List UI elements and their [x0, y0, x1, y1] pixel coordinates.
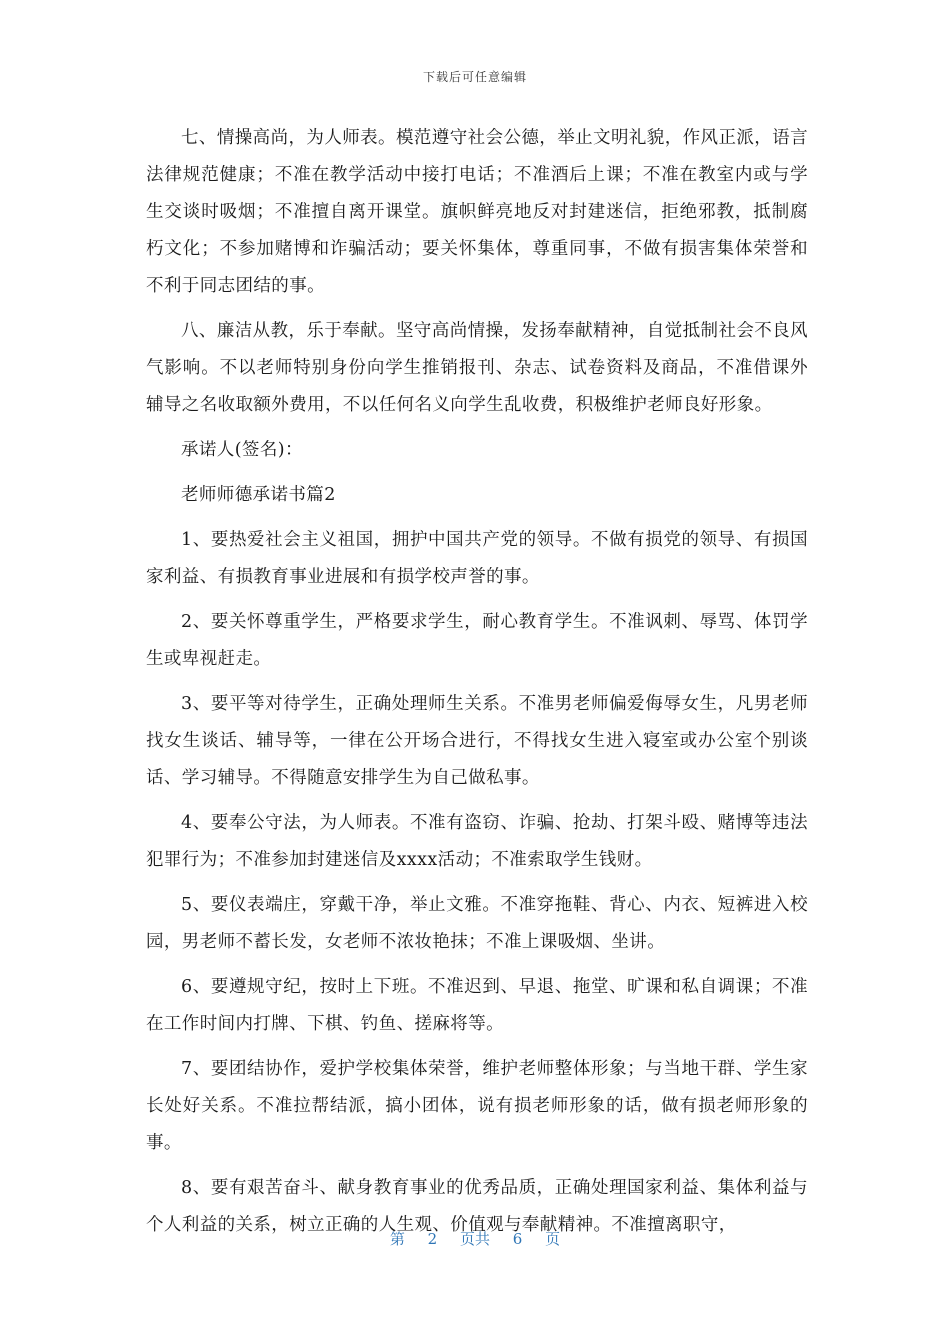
paragraph-7: 七、情操高尚，为人师表。模范遵守社会公德，举止文明礼貌，作风正派，语言法律规范健康；不准在教学活动中接打电话；不准酒后上课；不准在教室内或与学生交谈时吸烟；不准擅自离开课堂。旗帜鲜亮地反对封建迷信，拒绝邪教，抵制腐朽文化；不参加赌博和诈骗活动；要关怀集体，尊重同事，不做有损害集体荣誉和不利于同志团结的事。	[146, 128, 808, 296]
item-8: 8、要有艰苦奋斗、献身教育事业的优秀品质，正确处理国家利益、集体利益与个人利益的关系，树立正确的人生观、价值观与奉献精神。不准擅离职守，	[146, 1178, 808, 1235]
footer-total-pages: 6	[512, 1230, 523, 1248]
item-7: 7、要团结协作，爱护学校集体荣誉，维护老师整体形象；与当地干群、学生家长处好关系。不准拉帮结派，搞小团体，说有损老师形象的话，做有损老师形象的事。	[146, 1059, 808, 1153]
document-body	[146, 120, 808, 1252]
item-1: 1、要热爱社会主义祖国，拥护中国共产党的领导。不做有损党的领导、有损国家利益、有损教育事业进展和有损学校声誉的事。	[146, 530, 808, 587]
item-3: 3、要平等对待学生，正确处理师生关系。不准男老师偏爱侮辱女生，凡男老师找女生谈话、辅导等，一律在公开场合进行，不得找女生进入寝室或办公室个别谈话、学习辅导。不得随意安排学生为自己做私事。	[146, 694, 808, 788]
footer-prefix: 第	[389, 1230, 405, 1248]
paragraph-8: 八、廉洁从教，乐于奉献。坚守高尚情操，发扬奉献精神，自觉抵制社会不良风气影响。不以老师特别身份向学生推销报刊、杂志、试卷资料及商品，不准借课外辅导之名收取额外费用，不以任何名义向学生乱收费，积极维护老师良好形象。	[146, 321, 808, 415]
page-header: 下载后可任意编辑	[422, 70, 527, 84]
item-4: 4、要奉公守法，为人师表。不准有盗窃、诈骗、抢劫、打架斗殴、赌博等违法犯罪行为；不准参加封建迷信及xxxx活动；不准索取学生钱财。	[146, 813, 808, 870]
footer-page-number: 2	[427, 1230, 438, 1248]
footer-suffix: 页	[545, 1230, 561, 1248]
footer-middle: 页共	[459, 1230, 490, 1248]
item-5: 5、要仪表端庄，穿戴干净，举止文雅。不准穿拖鞋、背心、内衣、短裤进入校园，男老师不蓄长发，女老师不浓妆艳抹；不准上课吸烟、坐讲。	[146, 895, 808, 952]
page-footer	[0, 1228, 950, 1249]
signature-line: 承诺人(签名)：	[181, 440, 303, 460]
section-title: 老师师德承诺书篇2	[181, 485, 336, 505]
item-2: 2、要关怀尊重学生，严格要求学生，耐心教育学生。不准讽刺、辱骂、体罚学生或卑视赶走。	[146, 612, 808, 669]
item-6: 6、要遵规守纪，按时上下班。不准迟到、早退、拖堂、旷课和私自调课；不准在工作时间内打牌、下棋、钓鱼、搓麻将等。	[146, 977, 808, 1034]
